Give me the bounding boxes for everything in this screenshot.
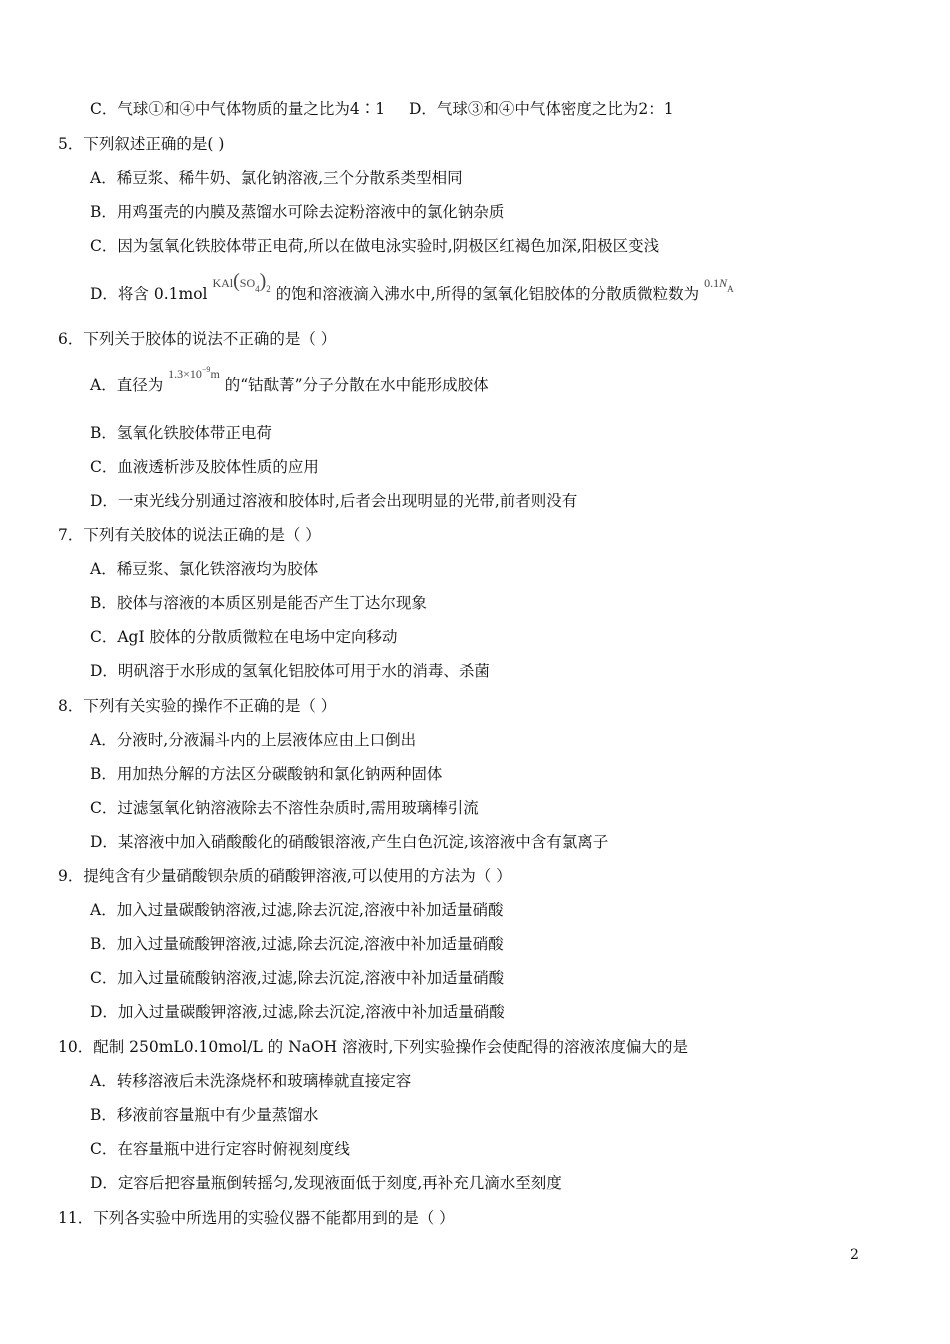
q6-option-b: B．氢氧化铁胶体带正电荷: [90, 424, 272, 442]
q7-option-c: C．AgI 胶体的分散质微粒在电场中定向移动: [90, 628, 398, 646]
q6-option-c: C．血液透析涉及胶体性质的应用: [90, 458, 319, 476]
q9-option-a: A．加入过量碳酸钠溶液,过滤,除去沉淀,溶液中补加适量硝酸: [90, 901, 504, 919]
q10-option-c: C．在容量瓶中进行定容时俯视刻度线: [90, 1140, 350, 1158]
q7-option-d: D．明矾溶于水形成的氢氧化铝胶体可用于水的消毒、杀菌: [90, 662, 490, 680]
q5-option-c: C．因为氢氧化铁胶体带正电荷,所以在做电泳实验时,阴极区红褐色加深,阳极区变浅: [90, 237, 660, 255]
q10-option-d: D．定容后把容量瓶倒转摇匀,发现液面低于刻度,再补充几滴水至刻度: [90, 1174, 562, 1192]
q8-option-b: B．用加热分解的方法区分碳酸钠和氯化钠两种固体: [90, 765, 443, 783]
prev-options-row: [90, 99, 674, 119]
prev-option-d: D．气球③和④中气体密度之比为2：1: [408, 100, 674, 118]
prev-option-c: C．气球①和④中气体物质的量之比为4∶1: [90, 100, 386, 118]
q5-option-a: A．稀豆浆、稀牛奶、氯化钠溶液,三个分散系类型相同: [90, 169, 463, 187]
kal-so4-formula: KAl(SO4)2: [212, 270, 271, 294]
q5-option-d: [90, 270, 734, 306]
q9-stem: 9．提纯含有少量硝酸钡杂质的硝酸钾溶液,可以使用的方法为（ ）: [58, 867, 512, 885]
q11-stem: 11．下列各实验中所选用的实验仪器不能都用到的是（ ）: [58, 1209, 455, 1227]
q10-option-a: A．转移溶液后未洗涤烧杯和玻璃棒就直接定容: [90, 1072, 412, 1090]
q10-stem: 10．配制 250mL0.10mol/L 的 NaOH 溶液时,下列实验操作会使配得的溶液浓度偏大的是: [58, 1038, 688, 1056]
q6-option-a-suffix: 的“钴酞菁”分子分散在水中能形成胶体: [224, 376, 489, 394]
q8-option-a: A．分液时,分液漏斗内的上层液体应由上口倒出: [90, 731, 417, 749]
q5-option-d-prefix: D．将含 0.1mol: [90, 285, 208, 303]
q7-option-a: A．稀豆浆、氯化铁溶液均为胶体: [90, 560, 319, 578]
q5-option-d-middle: 的饱和溶液滴入沸水中,所得的氢氧化铝胶体的分散质微粒数为: [275, 285, 700, 303]
q6-option-a-prefix: A．直径为: [90, 376, 164, 394]
q8-option-c: C．过滤氢氧化钠溶液除去不溶性杂质时,需用玻璃棒引流: [90, 799, 479, 817]
q6-option-d: D．一束光线分别通过溶液和胶体时,后者会出现明显的光带,前者则没有: [90, 492, 578, 510]
q8-option-d: D．某溶液中加入硝酸酸化的硝酸银溶液,产生白色沉淀,该溶液中含有氯离子: [90, 833, 609, 851]
q7-option-b: B．胶体与溶液的本质区别是能否产生丁达尔现象: [90, 594, 427, 612]
q8-stem: 8．下列有关实验的操作不正确的是（ ）: [58, 697, 337, 715]
q9-option-b: B．加入过量硫酸钾溶液,过滤,除去沉淀,溶液中补加适量硝酸: [90, 935, 504, 953]
q5-stem: 5．下列叙述正确的是( ): [58, 135, 225, 153]
page-number: 2: [850, 1247, 859, 1263]
q7-stem: 7．下列有关胶体的说法正确的是（ ）: [58, 526, 321, 544]
q9-option-d: D．加入过量碳酸钾溶液,过滤,除去沉淀,溶液中补加适量硝酸: [90, 1003, 505, 1021]
diameter-formula: 1.3×10−9m: [168, 365, 220, 381]
avogadro-formula: 0.1NA: [704, 276, 734, 294]
q5-option-b: B．用鸡蛋壳的内膜及蒸馏水可除去淀粉溶液中的氯化钠杂质: [90, 203, 505, 221]
q6-stem: 6．下列关于胶体的说法不正确的是（ ）: [58, 330, 337, 348]
q9-option-c: C．加入过量硫酸钠溶液,过滤,除去沉淀,溶液中补加适量硝酸: [90, 969, 505, 987]
q10-option-b: B．移液前容量瓶中有少量蒸馏水: [90, 1106, 319, 1124]
